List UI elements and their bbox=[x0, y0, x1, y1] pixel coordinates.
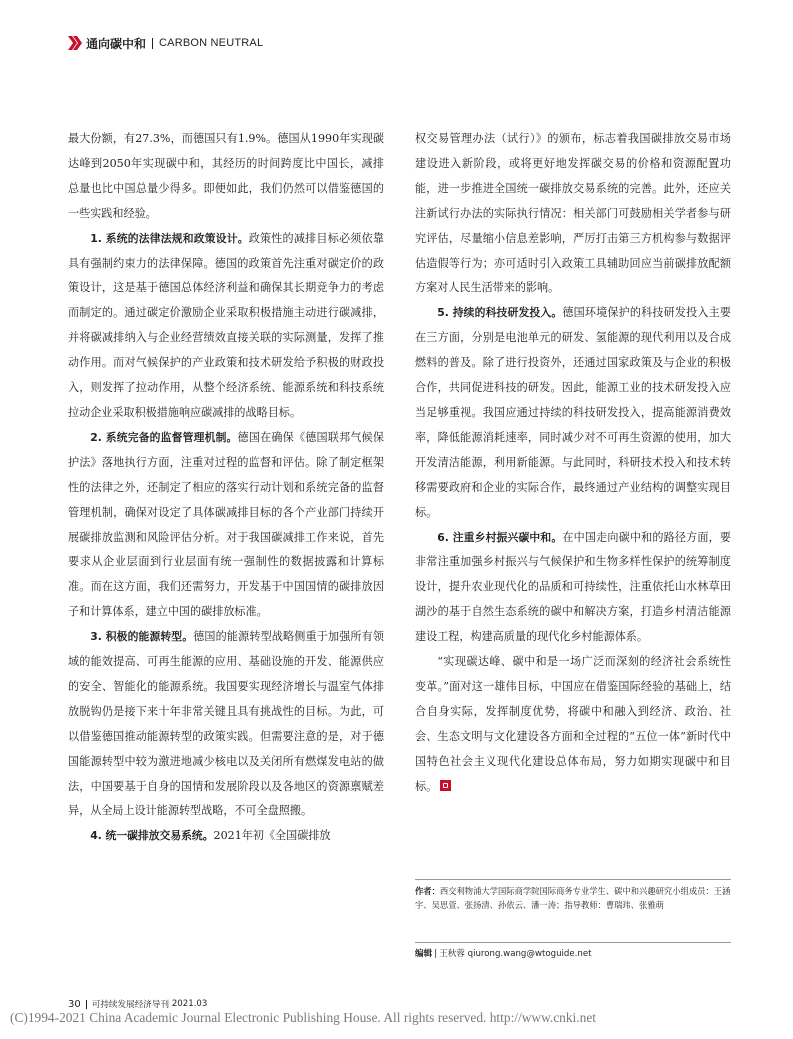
editor-separator: | bbox=[434, 949, 438, 959]
paragraph-section-3 bbox=[68, 625, 384, 824]
page-number: 30 bbox=[68, 998, 81, 1010]
editor-name: 王秋蓉 bbox=[439, 949, 465, 959]
author-note bbox=[415, 885, 731, 912]
section-5-body: 德国环境保护的科技研发投入主要在三方面，分别是电池单元的研发、氢能源的现代利用以及合成燃料的普及。除了进行投资外，还通过国家政策及与企业的积极合作，共同促进科技的研发。因此，能源工业的技术研发投入应当足够重视。我国应通过持续的科技研发投入，提高能源消费效率，降低能源消耗速率，同时减少对不可再生资源的使用，加大开发清洁能源，利用新能源。与此同时，科研技术投入和技术转移需要政府和企业的实际合作，最终通过产业结构的调整实现目标。 bbox=[415, 306, 731, 519]
double-chevron-icon bbox=[68, 36, 82, 50]
paragraph-section-2 bbox=[68, 426, 384, 625]
author-divider bbox=[415, 879, 731, 880]
section-1-heading: 1. 系统的法律法规和政策设计。 bbox=[90, 231, 249, 245]
section-5-heading: 5. 持续的科技研发投入。 bbox=[437, 306, 563, 320]
section-3-heading: 3. 积极的能源转型。 bbox=[90, 630, 194, 644]
paragraph-section-4 bbox=[68, 824, 384, 849]
section-3-body: 德国的能源转型战略侧重于加强所有领域的能效提高、可再生能源的应用、基础设施的开发、能源供应的安全、智能化的能源系统。我国要实现经济增长与温室气体排放脱钩仍是接下来十年非常关键且具有挑战性的目标。为此，可以借鉴德国推动能源转型的政策实践。但需要注意的是，对于德国能源转型中较为激进地减少核电以及关闭所有燃煤发电站的做法，中国要基于自身的国情和发展阶段以及各地区的资源禀赋差异，从全局上设计能源转型战略，不可全盘照搬。 bbox=[68, 630, 384, 818]
paragraph-section-5 bbox=[415, 301, 731, 525]
paragraph-section-6 bbox=[415, 526, 731, 651]
author-label: 作者： bbox=[415, 886, 440, 896]
section-title-cn: 通向碳中和 bbox=[86, 36, 147, 51]
section-4-body: 2021年初《全国碳排放 bbox=[213, 829, 331, 843]
section-2-heading: 2. 系统完备的监督管理机制。 bbox=[90, 430, 238, 444]
left-column bbox=[68, 127, 384, 849]
journal-name: 可持续发展经济导刊 bbox=[91, 1000, 170, 1010]
editor-email[interactable]: qiurong.wang@wtoguide.net bbox=[467, 949, 592, 959]
section-4-heading: 4. 统一碳排放交易系统。 bbox=[90, 829, 214, 843]
page-footer bbox=[68, 998, 207, 1010]
section-1-body: 政策性的减排目标必须依靠具有强制约束力的法律保障。德国的政策首先注重对碳定价的政策设计，这是基于德国总体经济利益和确保其长期竞争力的考虑而制定的。通过碳定价激励企业采取积极措施主动进行碳减排，并将碳减排纳入与企业经营绩效直接关联的实际测量，发挥了推动作用。而对气候保护的产业政策和技术研发给予积极的财政投入，则发挥了拉动作用，从整个经济系统、能源系统和科技系统拉动企业采取积极措施响应碳减排的战略目标。 bbox=[68, 231, 384, 419]
paragraph-closing bbox=[415, 650, 731, 799]
paragraph-section-1 bbox=[68, 227, 384, 426]
header-divider bbox=[152, 38, 153, 49]
section-title-en: CARBON NEUTRAL bbox=[159, 37, 264, 49]
right-column bbox=[415, 127, 731, 799]
editor-label: 编辑 bbox=[415, 949, 433, 959]
editor-note bbox=[415, 947, 731, 961]
section-2-body: 德国在确保《德国联邦气候保护法》落地执行方面，注重对过程的监督和评估。除了制定框架性的法律之外，还制定了相应的落实行动计划和系统完备的监督管理机制，确保对设定了具体碳减排目标的各个产业部门持续开展碳排放监测和风险评估分析。对于我国碳减排工作来说，首先要求从企业层面到行业层面有统一强制性的数据披露和计算标准。而在这方面，我们还需努力，开发基于中国国情的碳排放因子和计算体系，建立中国的碳排放标准。 bbox=[68, 430, 384, 619]
section-6-body: 在中国走向碳中和的路径方面，要非常注重加强乡村振兴与气候保护和生物多样性保护的统筹制度设计，提升农业现代化的品质和可持续性，注重依托山水林草田湖沙的基于自然生态系统的碳中和解决方案，打造乡村清洁能源建设工程，构建高质量的现代化乡村能源体系。 bbox=[415, 530, 731, 644]
section-6-heading: 6. 注重乡村振兴碳中和。 bbox=[437, 530, 563, 544]
section-header bbox=[68, 34, 263, 52]
editor-divider bbox=[415, 942, 731, 943]
journal-issue: 2021.03 bbox=[171, 999, 208, 1009]
copyright-line: (C)1994-2021 China Academic Journal Electronic Publishing House. All rights reserved. http://www.cnki.net bbox=[10, 1010, 596, 1025]
article-end-icon bbox=[440, 780, 451, 791]
author-text: 西交利物浦大学国际商学院国际商务专业学生、碳中和兴趣研究小组成员：王涵宇、吴思萱、张扬清、孙依云、潘一涛；指导教师：曹瑞玮、张雅萌 bbox=[415, 886, 731, 910]
paragraph-intro: 最大份额，有27.3%，而德国只有1.9%。德国从1990年实现碳达峰到2050年实现碳中和，其经历的时间跨度比中国长，减排总量也比中国总量少得多。即便如此，我们仍然可以借鉴德国的一些实践和经验。 bbox=[68, 132, 384, 220]
footer-divider bbox=[86, 1000, 87, 1009]
paragraph-continued: 权交易管理办法（试行）》的颁布，标志着我国碳排放交易市场建设进入新阶段，或将更好地发挥碳交易的价格和资源配置功能，进一步推进全国统一碳排放交易系统的完善。此外，还应关注新试行办法的实际执行情况：相关部门可鼓励相关学者参与研究评估，尽量缩小信息差影响，严厉打击第三方机构参与数据评估造假等行为；亦可适时引入政策工具辅助回应当前碳排放配额方案对人民生活带来的影响。 bbox=[415, 132, 731, 295]
closing-text: “实现碳达峰、碳中和是一场广泛而深刻的经济社会系统性变革。”面对这一雄伟目标，中国应在借鉴国际经验的基础上，结合自身实际，发挥制度优势，将碳中和融入到经济、政治、社会、生态文明与文化建设各方面和全过程的“五位一体”新时代中国特色社会主义现代化建设总体布局，努力如期实现碳中和目标。 bbox=[415, 655, 731, 793]
